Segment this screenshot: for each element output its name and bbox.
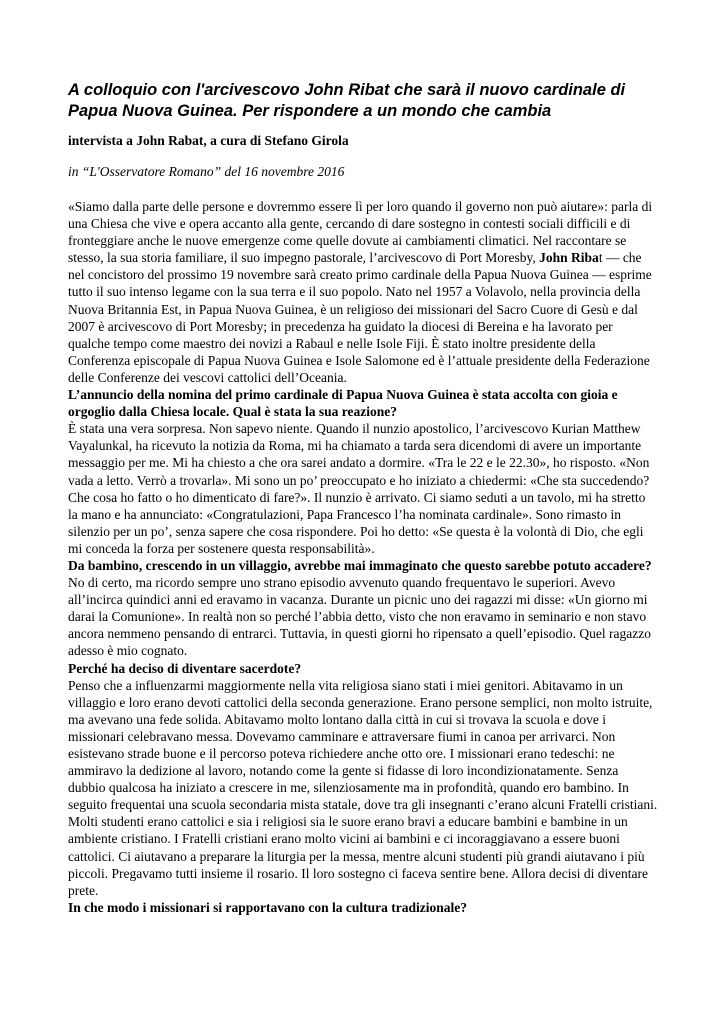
intro-text-part1: «Siamo dalla parte delle persone e dovremmo essere lì per loro quando il governo non può aiutare»: parla di una Chiesa che vive e opera accanto alla gente, cercando di dare sostegno in contesti sociali difficili e di fronteggiare anche le nuove emergenze come quelle dovute ai cambiamenti climatici. Nel raccontare se stesso, la sua storia familiare, il suo impegno pastorale, l’arcivescovo di Port Moresby,: [68, 199, 653, 266]
article-source: in “L'Osservatore Romano” del 16 novembre 2016: [68, 164, 345, 179]
article-body: [68, 198, 658, 916]
interviewee-name: John Riba: [539, 250, 599, 266]
answer-1: È stata una vera sorpresa. Non sapevo niente. Quando il nunzio apostolico, l’arcivescovo Kurian Matthew Vayalunkal, ha ricevuto la notizia da Roma, mi ha chiamato a tarda sera dicendomi di avere un importante messaggio per me. Mi ha chiesto a che ora sarei andato a dormire. «Tra le 22 e le 22.30», ho risposto. «Non vada a letto. Verrò a trovarla». Mi sono un po’ preoccupato e ho iniziato a chiedermi: «Che sta succedendo? Che cosa ho fatto o ho dimenticato di fare?». Il nunzio è arrivato. Ci siamo seduti a un tavolo, mi ha stretto la mano e ha annunciato: «Congratulazioni, Papa Francesco l’ha nominata cardinale». Sono rimasto in silenzio per un po’, senza sapere che cosa rispondere. Poi ho detto: «Se questa è la volontà di Dio, che egli mi conceda la forza per sostenere questa responsabilità».: [68, 421, 650, 556]
article-byline: intervista a John Rabat, a cura di Stefano Girola: [68, 133, 349, 148]
answer-2: No di certo, ma ricordo sempre uno strano episodio avvenuto quando frequentavo le superiori. Avevo all’incirca quindici anni ed eravamo in vacanza. Durante un picnic uno dei ragazzi mi disse: «Un giorno mi darai la Comunione». In realtà non so perché l’abbia detto, visto che non eravamo in seminario e non stavo ancora nemmeno pensando di entrarci. Tuttavia, in questi giorni ho ripensato a quell’episodio. Quel ragazzo adesso è mio cognato.: [68, 575, 651, 659]
intro-paragraph: [68, 198, 658, 386]
document-page: [68, 80, 658, 916]
question-2: Da bambino, crescendo in un villaggio, avrebbe mai immaginato che questo sarebbe potuto accadere?: [68, 557, 652, 573]
article-title: A colloquio con l'arcivescovo John Ribat che sarà il nuovo cardinale di Papua Nuova Guinea. Per rispondere a un mondo che cambia: [68, 81, 626, 120]
intro-text-part2: t — che nel concistoro del prossimo 19 novembre sarà creato primo cardinale della Papua Nuova Guinea — esprime tutto il suo intenso legame con la sua terra e il suo popolo. Nato nel 1957 a Volavolo, nella provincia della Nuova Britannia Est, in Papua Nuova Guinea, è un religioso dei missionari del Sacro Cuore di Gesù e dal 2007 è arcivescovo di Port Moresby; in precedenza ha guidato la diocesi di Bereina e ha lavorato per qualche tempo come maestro dei novizi a Rabaul e nelle Isole Fiji. È stato inoltre presidente della Conferenza episcopale di Papua Nuova Guinea e Isole Salomone ed è l’attuale presidente della Federazione delle Conferenze dei vescovi cattolici dell’Oceania.: [68, 250, 652, 385]
question-3: Perché ha deciso di diventare sacerdote?: [68, 660, 302, 676]
answer-3: Penso che a influenzarmi maggiormente nella vita religiosa siano stati i miei genitori. Abitavamo in un villaggio e loro erano devoti cattolici della seconda generazione. Erano persone semplici, non molto istruite, ma avevano una fede solida. Abitavamo molto lontano dalla città in cui si trovava la scuola e dove i missionari celebravano messa. Dovevamo camminare e attraversare fiumi in canoa per arrivarci. Non esistevano strade buone e il percorso poteva richiedere anche otto ore. I missionari erano tedeschi: ne ammiravo la dedizione al lavoro, notando come la gente si fidasse di loro incondizionatamente. Senza dubbio qualcosa ha iniziato a crescere in me, silenziosamente ma in profondità, quando ero bambino. In seguito frequentai una scuola secondaria mista statale, dove tra gli insegnanti c’erano alcuni Fratelli cristiani. Molti studenti erano cattolici e sia i religiosi sia le suore erano bravi a educare bambini e bambine in un ambiente cristiano. I Fratelli cristiani erano molto vicini ai bambini e ci incoraggiavano a essere buoni cattolici. Ci aiutavano a preparare la liturgia per la messa, mentre alcuni studenti più grandi aiutavano i più piccoli. Pregavamo tutti insieme il rosario. Il loro sostegno ci faceva sentire bene. Allora decisi di diventare prete.: [68, 677, 658, 898]
question-4: In che modo i missionari si rapportavano con la cultura tradizionale?: [68, 899, 468, 915]
question-1: L’annuncio della nomina del primo cardinale di Papua Nuova Guinea è stata accolta con gioia e orgoglio dalla Chiesa locale. Qual è stata la sua reazione?: [68, 387, 618, 420]
